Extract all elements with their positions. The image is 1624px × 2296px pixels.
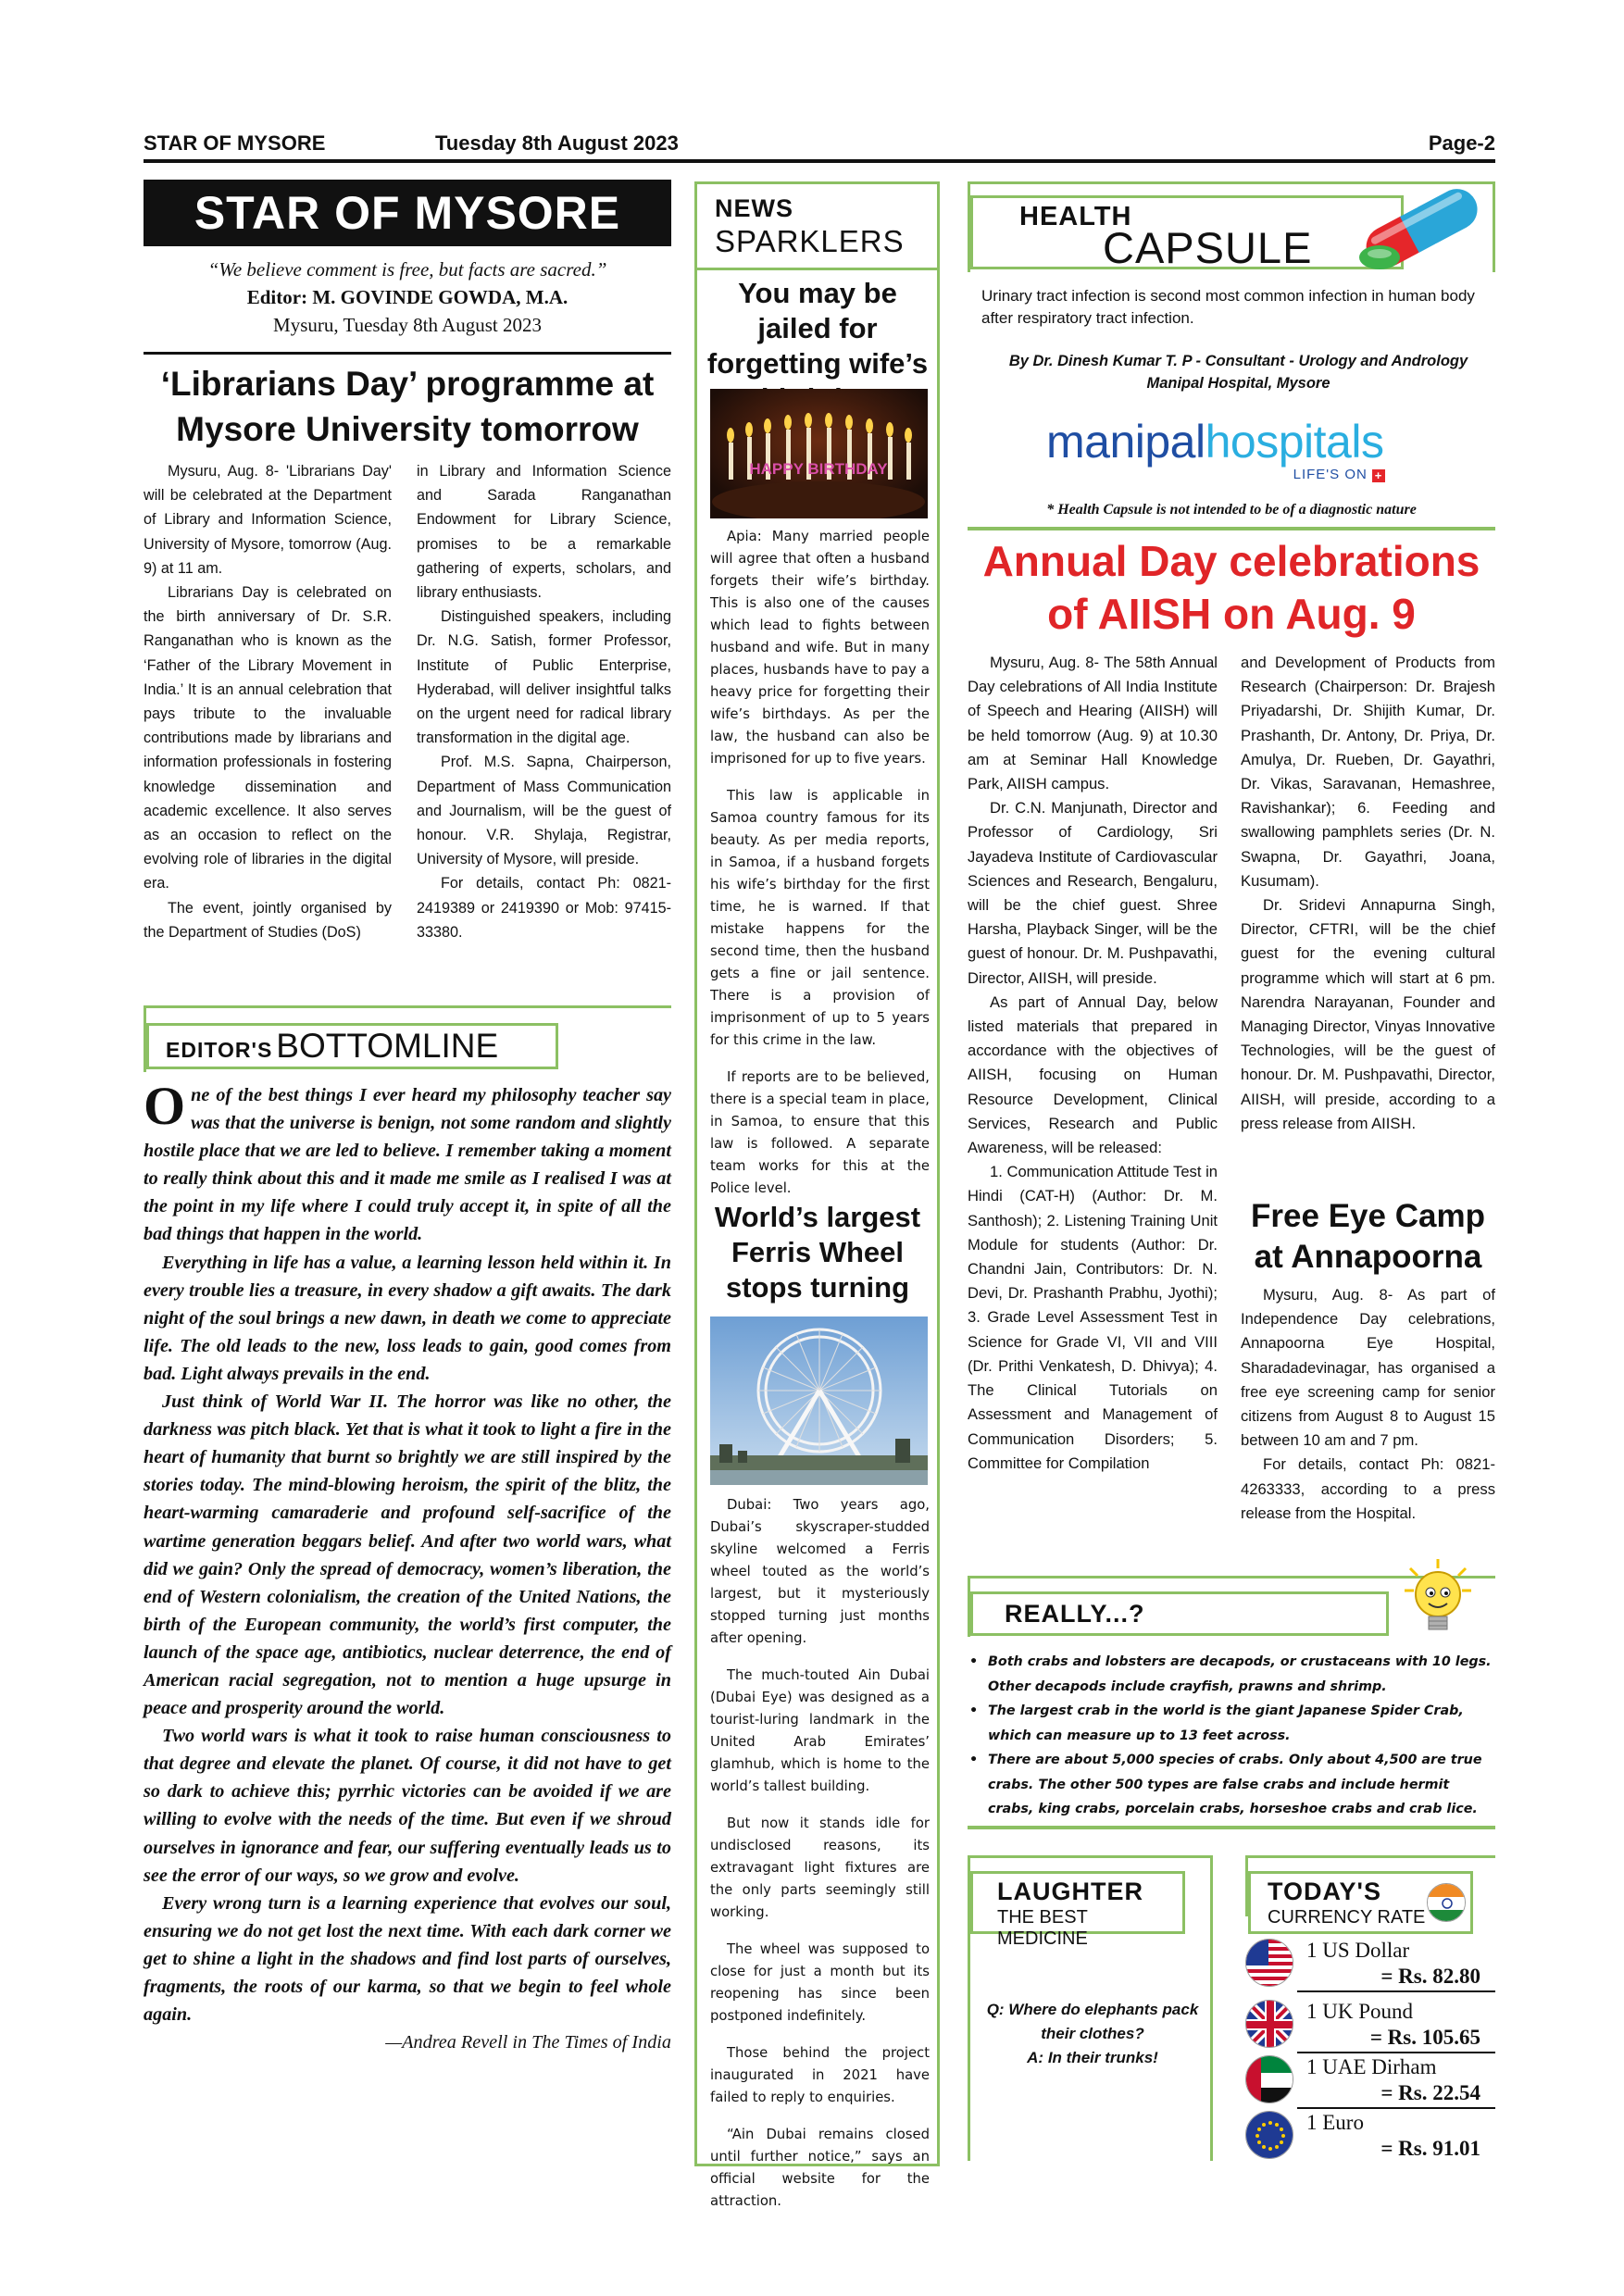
jail-story-text: [710, 526, 930, 1215]
health-disclaimer: * Health Capsule is not intended to be of a diagnostic nature: [1046, 502, 1417, 518]
masthead-info: [144, 256, 671, 339]
paragraph: Distinguished speakers, including Dr. N.G. Satish, former Professor, Institute of Public Enterprise, Hyderabad, will deliver insightful talks on the urgent need for radical library transformation in the digital age.: [417, 608, 671, 747]
paragraph: This law is applicable in Samoa country famous for its beauty. As per media reports, in Samoa, if a husband forgets his wife’s birthday for the first time, he is warned. If that mistake happens for the second time, then the husband gets a fine or jail sentence. There is a provision of imprisonment of up to 5 years for this crime in the law.: [710, 788, 930, 1048]
paragraph: Mysuru, Aug. 8- As part of Independence Day celebrations, Annapoorna Eye Hospital, Sharadadevinagar, has organised a free eye screening camp for senior citizens from August 8 to August 15 between 10 am and 7 pm.: [1241, 1286, 1495, 1450]
currency-value: = Rs. 82.80: [1380, 1965, 1480, 1988]
paragraph: Dr. C.N. Manjunath, Director and Professor of Cardiology, Sri Jayadeva Institute of Cardiovascular Sciences and Research, Bengaluru, will be the chief guest. Shree Harsha, Playback Singer, will be the guest of honour. Dr. M. Pushpavathi, Director, AIISH, will preside.: [968, 799, 1218, 987]
paragraph: Dr. Sridevi Annapurna Singh, Director, CFTRI, will be the chief guest for the evening cultural programme which will start at 6 pm. Narendra Narayanan, Founder and Managing Director, Vinyas Innovative Technologies, will be the guest of honour. Dr. M. Pushpavathi, Director, AIISH, will preside, according to a press release from AIISH.: [1241, 896, 1495, 1132]
joke-answer: A: In their trunks!: [1027, 2049, 1158, 2066]
header-paper-name: STAR OF MYSORE: [144, 131, 326, 155]
news-sparklers-label: [694, 181, 940, 270]
divider: [1297, 1990, 1495, 1992]
currency-label: [1248, 1871, 1473, 1934]
divider: [1297, 2052, 1495, 2053]
ferris-wheel-image: [710, 1316, 928, 1485]
ferris-headline: World’s largest Ferris Wheel stops turning: [714, 1201, 921, 1304]
currency-value: = Rs. 105.65: [1369, 2026, 1480, 2049]
india-flag-icon: [1427, 1883, 1466, 1922]
joke-question: Q: Where do elephants pack their clothes?: [986, 2001, 1199, 2042]
red-cross-icon: +: [1372, 469, 1385, 482]
label-small: NEWS: [715, 194, 793, 222]
label-small: THE BEST MEDICINE: [997, 1907, 1088, 1949]
paragraph: As part of Annual Day, below listed materials that prepared in accordance with the objectives of AIISH, focusing on Human Resource Development, Clinical Services, Research and Public Awareness, will be released:: [968, 992, 1218, 1157]
label-big: LAUGHTER: [997, 1878, 1143, 1905]
paragraph: The much-touted Ain Dubai (Dubai Eye) was designed as a tourist-luring landmark in the United Arab Emirates’ glamhub, which is home to the world’s tallest building.: [710, 1667, 930, 1794]
label-big: SPARKLERS: [715, 224, 905, 258]
header-date: Tuesday 8th August 2023: [435, 131, 679, 155]
paragraph: Mysuru, Aug. 8- 'Librarians Day' will be celebrated at the Department of Library and Information Science, University of Mysore, tomorrow (Aug. 9) at 11 am.: [144, 463, 392, 577]
laughter-label: [970, 1871, 1185, 1949]
editors-bottomline-label: [146, 1023, 558, 1069]
divider: [968, 1826, 1495, 1829]
paragraph: 1. Communication Attitude Test in Hindi (CAT-H) (Author: Dr. M. Santhosh); 2. Listening Training Unit Module for students (Author: Dr. Chandni Jain, Contributors: Dr. N. Devi, Dr. Prashanth Prabhu, Jyothi); 3. Grade Level Assessment Test in Science for Grade VI, VII and VIII (Dr. Prithi Venkatesh, D. Dhivya); 4. The Clinical Tutorials on Assessment and Management of Communication Disorders; 5. Committee for Compilation: [968, 1163, 1218, 1472]
label-big: TODAY'S: [1268, 1878, 1381, 1905]
paragraph: ne of the best things I ever heard my philosophy teacher say was that the universe is benign, not some random and slightly hostile place that we are led to believe. I remember taking a moment to really think about this and it made me smile as I realised I was at the point in my life where I could truly accept it, in spite of all the bad things that happen in the world.: [144, 1085, 671, 1245]
logo-manipal: manipal: [1046, 416, 1206, 468]
currency-row-aed: [1245, 2055, 1495, 2113]
paragraph: If reports are to be believed, there is a special team in place, in Samoa, to ensure that this law is followed. A separate team works for this at the Police level.: [710, 1069, 930, 1196]
paragraph: Every wrong turn is a learning experience that evolves our soul, ensuring we do not get lost the next time. With each dark corner we get to shine a light in the shadows and find lost parts of ourselves, fragments, the roots of our karma, so that we begin to feel whole again.: [144, 1892, 671, 2026]
health-capsule-text: Urinary tract infection is second most common infection in human body after respiratory tract infection.: [981, 287, 1475, 327]
paragraph: Dubai: Two years ago, Dubai’s skyscraper-studded skyline welcomed a Ferris wheel touted as the world’s largest, but it mysteriously stopped turning just months after opening.: [710, 1497, 930, 1646]
paragraph: Apia: Many married people will agree that often a husband forgets their wife’s birthday. This is also one of the causes which lead to fights between husband and wife. But in many places, husbands have to pay a heavy price for forgetting their wife’s birthdays. As per the law, the husband can also be imprisoned for up to five years.: [710, 529, 930, 767]
label-small: CURRENCY RATE: [1268, 1907, 1426, 1928]
currency-value: = Rs. 22.54: [1380, 2081, 1480, 2104]
logo-tagline: LIFE'S ON: [1293, 467, 1368, 482]
running-header: [144, 130, 1495, 163]
us-flag-icon: [1245, 1939, 1293, 1987]
label-small: EDITOR'S: [166, 1038, 273, 1062]
editor-line: Editor: M. GOVINDE GOWDA, M.A.: [246, 286, 568, 308]
logo-hospitals: hospitals: [1205, 416, 1384, 468]
paragraph: in Library and Information Science and Sarada Ranganathan Endowment for Library Science, promises to be a remarkable gathering of experts, scholars, and library enthusiasts.: [417, 463, 671, 602]
aiish-headline: Annual Day celebrations of AIISH on Aug. 9: [982, 537, 1480, 638]
birthday-cake-image: [710, 389, 928, 518]
editors-bottomline-box: [144, 1005, 671, 1072]
label-big: BOTTOMLINE: [276, 1027, 499, 1065]
divider: [968, 527, 1495, 530]
currency-row-gbp: [1245, 2000, 1495, 2057]
really-label: REALLY...?: [970, 1591, 1389, 1636]
uk-flag-icon: [1245, 2000, 1293, 2048]
jail-headline: You may be jailed for forgetting wife’s: [706, 277, 929, 380]
aiish-col-2: [1241, 651, 1495, 1136]
health-capsule-label: [970, 195, 1404, 272]
currency-row-usd: [1245, 1939, 1495, 1996]
currency-name: 1 UAE Dirham: [1306, 2055, 1437, 2078]
currency-row-eur: [1245, 2111, 1495, 2168]
list-item: • Both crabs and lobsters are decapods, or crustaceans with 10 legs. Other decapods include crayfish, prawns and shrimp.: [968, 1650, 1495, 1699]
lightbulb-mascot-icon: [1403, 1557, 1473, 1639]
librarians-col-2: [417, 459, 671, 944]
divider: [1297, 2107, 1495, 2109]
currency-name: 1 UK Pound: [1306, 2000, 1414, 2023]
paragraph: The event, jointly organised by the Department of Studies (DoS): [144, 899, 392, 941]
credit: —Andrea Revell in The Times of India: [385, 2032, 671, 2053]
eye-camp-headline: Free Eye Camp at Annapoorna: [1251, 1198, 1485, 1275]
really-facts-list: [968, 1650, 1495, 1822]
list-item: • The largest crab in the world is the giant Japanese Spider Crab, which can measure up to 13 feet across.: [968, 1699, 1495, 1748]
eye-camp-text: [1241, 1283, 1495, 1526]
paragraph: Librarians Day is celebrated on the birth anniversary of Dr. S.R. Ranganathan who is known as the ‘Father of the Library Movement in India.’ It is an annual celebration that pays tribute to the invaluable contributions made by librarians and information professionals in fostering knowledge dissemination and academic excellence. It also serves as an occasion to reflect on the evolving role of libraries in the digital era.: [144, 584, 392, 892]
pill-capsule-icon: [1352, 176, 1493, 278]
paragraph: “Ain Dubai remains closed until further notice,” says an official website for the attraction.: [710, 2127, 930, 2209]
cake-lettering: HAPPY BIRTHDAY: [749, 460, 888, 478]
currency-name: 1 US Dollar: [1306, 1939, 1410, 1962]
drop-cap: O: [144, 1076, 186, 1136]
label-small: HEALTH: [1019, 202, 1132, 231]
joke: [981, 1998, 1204, 2070]
label-big: CAPSULE: [1103, 223, 1313, 272]
dateline: Mysuru, Tuesday 8th August 2023: [273, 314, 542, 336]
list-item: • There are about 5,000 species of crabs. Only about 4,500 are true crabs. The other 500 types are false crabs and include hermit crabs, king crabs, porcelain crabs, horseshoe crabs and crab lice.: [968, 1748, 1495, 1822]
paragraph: Two world wars is what it took to raise human consciousness to that degree and elevate the planet. Of course, it did not have to get so dark to achieve this; pyrrhic victories can be avoided if we are willing to evolve with the needs of the time. But even if we shroud ourselves in ignorance and fear, our suffering eventually leads us to see the error of our ways, so we grow and evolve.: [144, 1726, 671, 1886]
currency-value: = Rs. 91.01: [1380, 2137, 1480, 2160]
paragraph: But now it stands idle for undisclosed reasons, its extravagant light fixtures are the only parts seemingly still working.: [710, 1816, 930, 1920]
paragraph: Those behind the project inaugurated in 2021 have failed to reply to enquiries.: [710, 2045, 930, 2105]
header-page-number: Page-2: [1428, 131, 1495, 155]
paragraph: The wheel was supposed to close for just a month but its reopening has since been postponed indefinitely.: [710, 1941, 930, 2024]
manipal-logo: [1046, 415, 1417, 489]
paragraph: Prof. M.S. Sapna, Chairperson, Department of Mass Communication and Journalism, will be the guest of honour. V.R. Shylaja, Registrar, University of Mysore, will preside.: [417, 754, 671, 868]
currency-name: 1 Euro: [1306, 2111, 1364, 2134]
librarians-headline: ‘Librarians Day’ programme at Mysore University tomorrow: [160, 365, 655, 448]
paragraph: and Development of Products from Research (Chairperson: Dr. Brajesh Priyadarshi, Dr. Shijith Kumar, Dr. Prashanth, Dr. Antony, Dr. Priya, Dr. Amulya, Dr. Rueben, Dr. Gayathri, Dr. Vikas, Saravanan, Hemashree, Ravishankar); 6. Feeding and swallowing pamphlets series (Dr. N. Swapna, Dr. Gayathri, Joana, Kusumam).: [1241, 654, 1495, 890]
motto: “We believe comment is free, but facts are sacred.”: [207, 258, 607, 281]
editors-bottomline-text: [144, 1076, 671, 2056]
paragraph: Everything in life has a value, a learning lesson held within it. In every trouble lies a treasure, in every shadow a gift awaits. The dark night of the soul brings a new dawn, in death we come to appreciate life. The old leads to the new, loss leads to gain, good comes from bad. Light always prevails in the end.: [144, 1252, 671, 1384]
eu-flag-icon: [1245, 2111, 1293, 2159]
paragraph: For details, contact Ph: 0821-4263333, according to a press release from the Hospital.: [1241, 1455, 1495, 1522]
divider: [144, 352, 671, 355]
paragraph: Mysuru, Aug. 8- The 58th Annual Day celebrations of All India Institute of Speech and Hearing (AIISH) will be held tomorrow (Aug. 9) at 10.30 am at Seminar Hall Knowledge Park, AIISH campus.: [968, 654, 1218, 793]
currency-box: [1245, 1855, 1495, 1928]
uae-flag-icon: [1245, 2055, 1293, 2103]
masthead-title: STAR OF MYSORE: [144, 180, 671, 246]
aiish-col-1: [968, 651, 1218, 1476]
ferris-story-text: [710, 1494, 930, 2227]
librarians-col-1: [144, 459, 392, 944]
paragraph: Just think of World War II. The horror was like no other, the darkness was pitch black. Yet that is what it took to light a fire in the heart of humanity that burnt so brightly we are still inspired by the stories today. The mind-blowing heroism, the spirit of the blitz, the heart-warming camaraderie and profound self-sacrifice of the wartime generation beggars belief. And after two world wars, what did we gain? Only the spread of democracy, women’s liberation, the end of Western colonialism, the creation of the United Nations, the birth of the European community, the world’s first computer, the launch of the space age, antibiotics, nuclear deterrence, the end of American racial segregation, not to mention a huge upsurge in peace and prosperity around the world.: [144, 1391, 671, 1719]
paragraph: For details, contact Ph: 0821-2419389 or 2419390 or Mob: 97415-33380.: [417, 875, 671, 941]
health-byline: By Dr. Dinesh Kumar T. P - Consultant - Urology and Andrology Manipal Hospital, Mysore: [1008, 353, 1468, 392]
